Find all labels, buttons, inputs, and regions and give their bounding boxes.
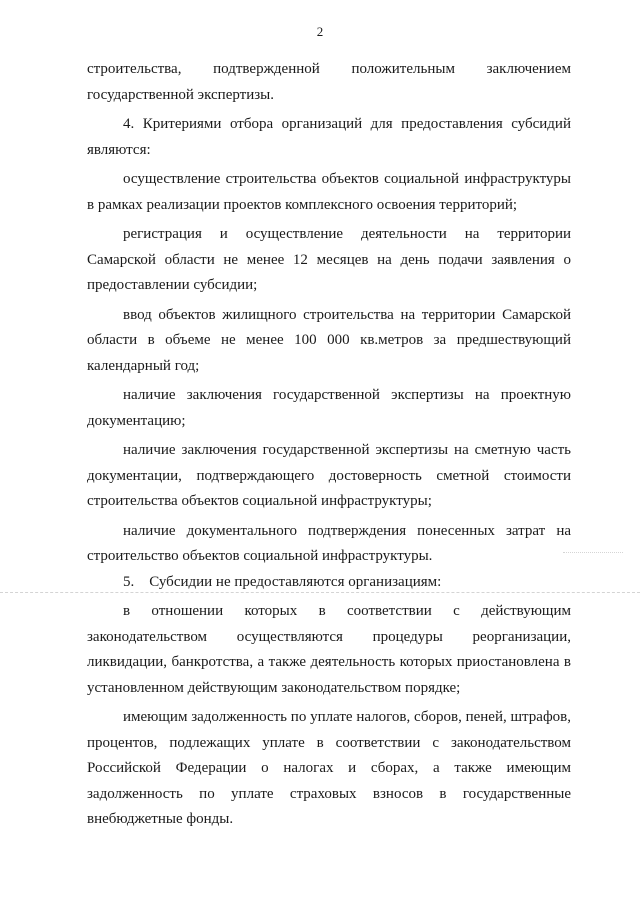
paragraph-criterion-housing-volume: ввод объектов жилищного строительства на территории Самарской области в объеме не менее 100 000 кв.метров за предшествующий календарный год; xyxy=(87,306,571,374)
paragraph-criterion-estimate-expertise: наличие заключения государственной экспертизы на сметную часть документации, подтверждающего достоверность сметной стоимости строительства объектов социальной инфраструктуры; xyxy=(87,442,571,509)
paragraph-exclusion-tax-debt: имеющим задолженность по уплате налогов, сборов, пеней, штрафов, процентов, подлежащих уплате в соответствии с законодательством Российской Федерации о налогах и сборах, а также имеющим задолженность по уплате страховых взносов в государственные внебюджетные фонды. xyxy=(87,709,571,827)
paragraph-continuation: строительства, подтвержденной положительным заключением государственной экспертизы. xyxy=(87,61,571,103)
page-number: 2 xyxy=(316,24,324,39)
paragraph-exclusion-reorganization: в отношении которых в соответствии с действующим законодательством осуществляются процедуры реорганизации, ликвидации, банкротства, а также деятельность которых приостановлена в установленном действующим законодательством порядке; xyxy=(87,603,571,696)
scan-artifact-dots xyxy=(563,552,623,553)
paragraph-criterion-cost-confirmation: наличие документального подтверждения понесенных затрат на строительство объектов социальной инфраструктуры. xyxy=(87,522,571,564)
document-body xyxy=(87,57,571,833)
paragraph-exclusions-heading: 5. Субсидии не предоставляются организациям: xyxy=(123,573,442,590)
paragraph-criterion-construction: осуществление строительства объектов социальной инфраструктуры в рамках реализации проектов комплексного освоения территорий; xyxy=(87,171,571,213)
paragraph-criterion-project-expertise: наличие заключения государственной экспертизы на проектную документацию; xyxy=(87,387,571,429)
paragraph-criteria-heading: 4. Критериями отбора организаций для предоставления субсидий являются: xyxy=(87,116,571,158)
paragraph-criterion-registration: регистрация и осуществление деятельности на территории Самарской области не менее 12 месяцев на день подачи заявления о предоставлении субсидии; xyxy=(87,226,571,293)
